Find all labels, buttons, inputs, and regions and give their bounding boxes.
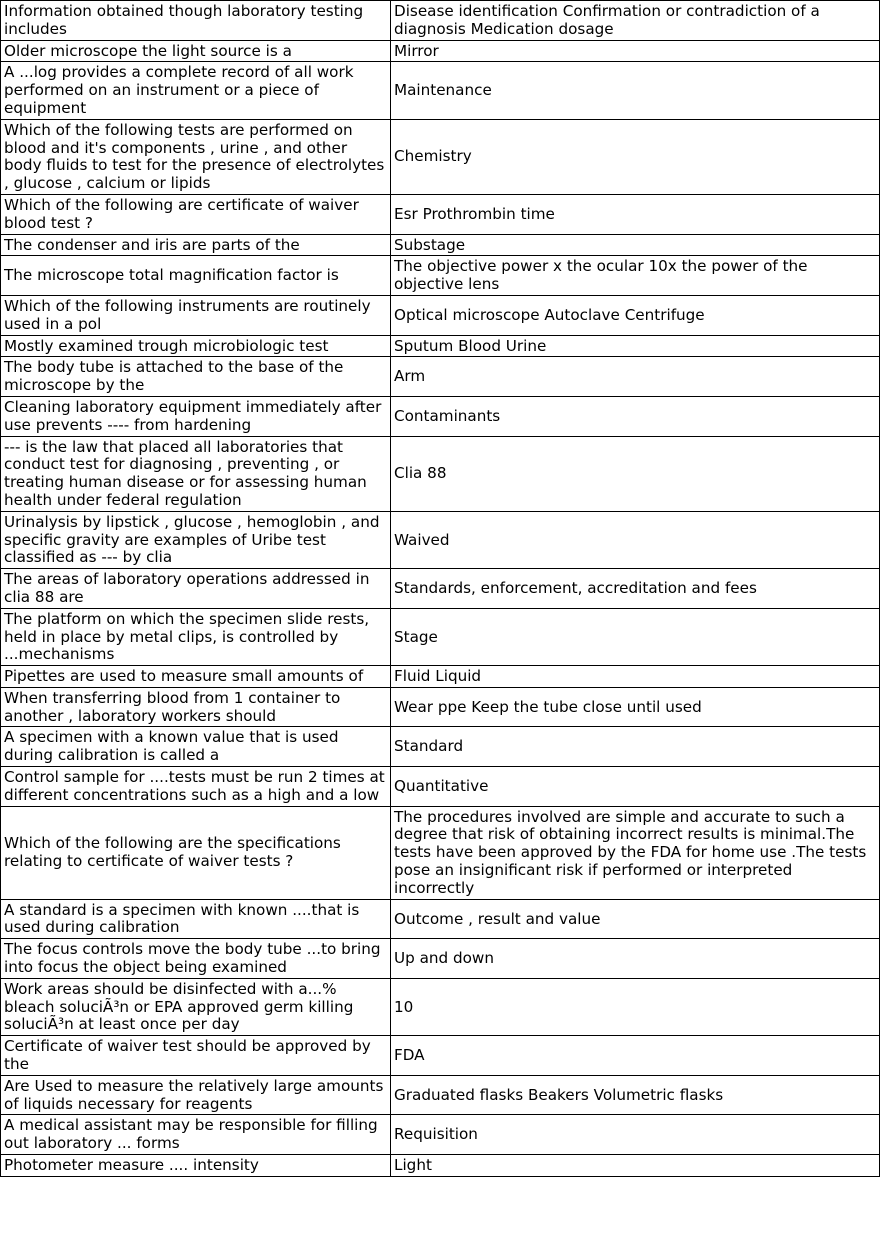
table-row <box>1 436 880 511</box>
table-row <box>1 295 880 335</box>
table-row <box>1 1155 880 1177</box>
question-cell: The microscope total magnification factor is <box>1 256 391 296</box>
answer-cell: Substage <box>391 234 880 256</box>
answer-cell: Esr Prothrombin time <box>391 194 880 234</box>
question-cell: The focus controls move the body tube ...to bring into focus the object being examined <box>1 939 391 979</box>
question-cell: The areas of laboratory operations addressed in clia 88 are <box>1 569 391 609</box>
qa-table-body <box>1 1 880 1177</box>
answer-cell: Outcome , result and value <box>391 899 880 939</box>
question-cell: Control sample for ....tests must be run 2 times at different concentrations such as a high and a low <box>1 767 391 807</box>
answer-cell: Contaminants <box>391 396 880 436</box>
table-row <box>1 899 880 939</box>
answer-cell: Sputum Blood Urine <box>391 335 880 357</box>
question-cell: A medical assistant may be responsible for filling out laboratory ... forms <box>1 1115 391 1155</box>
question-cell: Cleaning laboratory equipment immediately after use prevents ---- from hardening <box>1 396 391 436</box>
table-row <box>1 608 880 665</box>
answer-cell: Mirror <box>391 40 880 62</box>
question-cell: Work areas should be disinfected with a...% bleach soluciÃ³n or EPA approved germ killing soluciÃ³n at least once per day <box>1 978 391 1035</box>
answer-cell: Quantitative <box>391 767 880 807</box>
question-cell: The condenser and iris are parts of the <box>1 234 391 256</box>
answer-cell: Light <box>391 1155 880 1177</box>
table-row <box>1 396 880 436</box>
table-row <box>1 1115 880 1155</box>
answer-cell: Fluid Liquid <box>391 666 880 688</box>
question-cell: Photometer measure .... intensity <box>1 1155 391 1177</box>
answer-cell: Optical microscope Autoclave Centrifuge <box>391 295 880 335</box>
answer-cell: Graduated flasks Beakers Volumetric flasks <box>391 1075 880 1115</box>
question-cell: A specimen with a known value that is used during calibration is called a <box>1 727 391 767</box>
question-cell: Are Used to measure the relatively large amounts of liquids necessary for reagents <box>1 1075 391 1115</box>
table-row <box>1 939 880 979</box>
question-cell: Older microscope the light source is a <box>1 40 391 62</box>
answer-cell: Waived <box>391 511 880 568</box>
table-row <box>1 335 880 357</box>
table-row <box>1 569 880 609</box>
table-row <box>1 767 880 807</box>
table-row <box>1 256 880 296</box>
table-row <box>1 978 880 1035</box>
answer-cell: Chemistry <box>391 119 880 194</box>
table-row <box>1 62 880 119</box>
question-cell: When transferring blood from 1 container to another , laboratory workers should <box>1 687 391 727</box>
table-row <box>1 806 880 899</box>
answer-cell: Requisition <box>391 1115 880 1155</box>
question-cell: A ...log provides a complete record of all work performed on an instrument or a piece of equipment <box>1 62 391 119</box>
answer-cell: Wear ppe Keep the tube close until used <box>391 687 880 727</box>
table-row <box>1 1036 880 1076</box>
question-cell: Which of the following are certificate of waiver blood test ? <box>1 194 391 234</box>
table-row <box>1 1 880 41</box>
answer-cell: Clia 88 <box>391 436 880 511</box>
answer-cell: Up and down <box>391 939 880 979</box>
table-row <box>1 119 880 194</box>
answer-cell: Stage <box>391 608 880 665</box>
answer-cell: The objective power x the ocular 10x the power of the objective lens <box>391 256 880 296</box>
question-cell: Which of the following instruments are routinely used in a pol <box>1 295 391 335</box>
question-cell: Which of the following are the specifications relating to certificate of waiver tests ? <box>1 806 391 899</box>
answer-cell: The procedures involved are simple and accurate to such a degree that risk of obtaining incorrect results is minimal.The tests have been approved by the FDA for home use .The tests pose an insignificant risk if performed or interpreted incorrectly <box>391 806 880 899</box>
table-row <box>1 666 880 688</box>
answer-cell: Standards, enforcement, accreditation and fees <box>391 569 880 609</box>
question-cell: Urinalysis by lipstick , glucose , hemoglobin , and specific gravity are examples of Uribe test classified as --- by clia <box>1 511 391 568</box>
table-row <box>1 511 880 568</box>
question-cell: Which of the following tests are performed on blood and it's components , urine , and other body fluids to test for the presence of electrolytes , glucose , calcium or lipids <box>1 119 391 194</box>
table-row <box>1 687 880 727</box>
table-row <box>1 194 880 234</box>
question-cell: The platform on which the specimen slide rests, held in place by metal clips, is controlled by ...mechanisms <box>1 608 391 665</box>
answer-cell: Maintenance <box>391 62 880 119</box>
question-cell: Mostly examined trough microbiologic test <box>1 335 391 357</box>
question-cell: The body tube is attached to the base of the microscope by the <box>1 357 391 397</box>
question-cell: Certificate of waiver test should be approved by the <box>1 1036 391 1076</box>
question-cell: A standard is a specimen with known ....that is used during calibration <box>1 899 391 939</box>
answer-cell: Disease identification Confirmation or contradiction of a diagnosis Medication dosage <box>391 1 880 41</box>
table-row <box>1 234 880 256</box>
answer-cell: Arm <box>391 357 880 397</box>
question-cell: --- is the law that placed all laboratories that conduct test for diagnosing , preventing , or treating human disease or for assessing human health under federal regulation <box>1 436 391 511</box>
table-row <box>1 40 880 62</box>
table-row <box>1 357 880 397</box>
question-cell: Information obtained though laboratory testing includes <box>1 1 391 41</box>
answer-cell: 10 <box>391 978 880 1035</box>
table-row <box>1 1075 880 1115</box>
answer-cell: Standard <box>391 727 880 767</box>
table-row <box>1 727 880 767</box>
answer-cell: FDA <box>391 1036 880 1076</box>
question-cell: Pipettes are used to measure small amounts of <box>1 666 391 688</box>
